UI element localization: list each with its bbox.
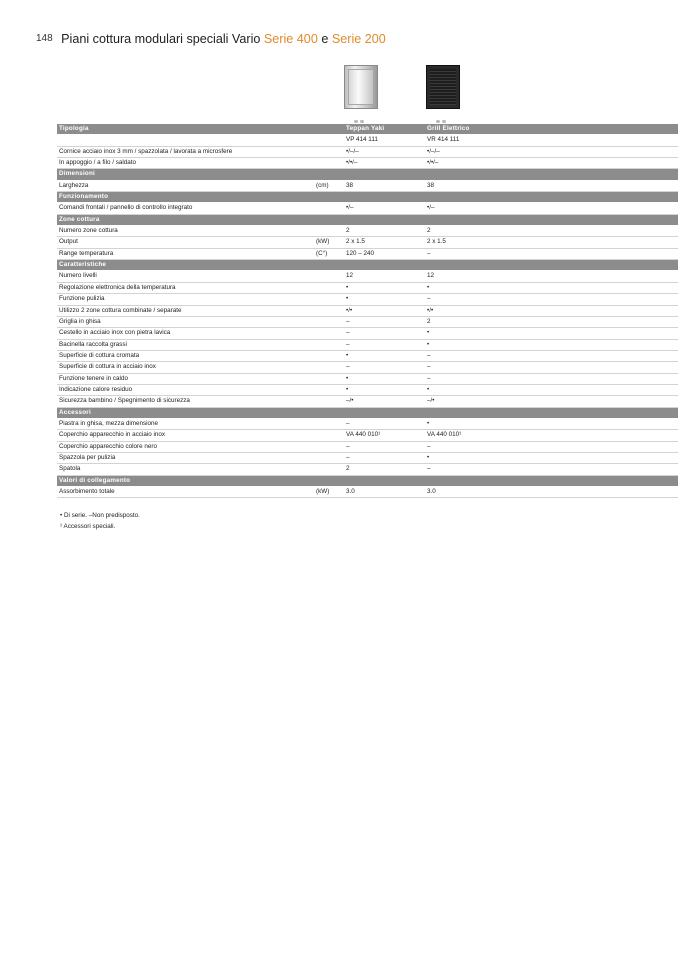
table-row [57,419,678,430]
row-unit: (C°) [316,249,328,257]
row-unit: (cm) [316,181,329,189]
value-grill: 2 [427,317,431,325]
value-grill: • [427,340,430,348]
table-row [57,396,678,407]
knob-icon [442,120,446,123]
model-row [57,135,678,146]
spec-table [57,124,678,498]
table-row [57,464,678,475]
row-label: Funzione tenere in caldo [59,374,128,382]
row-label: Sicurezza bambino / Spegnimento di sicurezza [59,397,190,405]
table-row [57,487,678,498]
table-row [57,385,678,396]
value-grill: –/• [427,397,435,405]
value-grill: Grill Elettrico [427,125,470,132]
page-number: 148 [36,33,53,44]
value-grill: – [427,249,431,257]
value-grill: 2 x 1.5 [427,238,446,246]
row-label: Output [59,238,78,246]
section-header-row [57,124,678,135]
notes [60,510,140,533]
value-grill: 3.0 [427,488,436,495]
value-grill: – [427,363,431,371]
value-grill: – [427,442,431,450]
value-teppan-yaki: – [346,329,350,337]
value-teppan-yaki: 12 [346,272,354,280]
table-row [57,181,678,192]
table-row [57,362,678,373]
row-label: Spazzola per pulizia [59,453,116,461]
value-teppan-yaki: – [346,317,350,325]
teppan-yaki-cooking-surface [348,69,374,105]
row-label: Numero livelli [59,272,97,280]
value-teppan-yaki: – [346,442,350,450]
value-teppan-yaki: 120 – 240 [346,249,375,257]
title-series-b: Serie 200 [331,32,386,46]
row-label: Coperchio apparecchio in acciaio inox [59,431,166,439]
row-label: Coperchio apparecchio colore nero [59,442,158,450]
grill-product-image [426,65,460,109]
row-label: Larghezza [59,181,89,189]
row-label: Funzionamento [59,193,109,201]
page-header [36,30,386,48]
row-label: Superficie di cottura cromata [59,351,140,359]
row-unit: (kW) [316,488,330,495]
table-row [57,442,678,453]
table-row [57,283,678,294]
table-row [57,317,678,328]
row-label: Cestello in acciaio inox con pietra lavica [59,329,171,337]
value-grill: • [427,283,430,291]
knob-icon [354,120,358,123]
row-unit: (kW) [316,238,330,246]
row-label: Accessori [59,408,91,416]
value-grill: 12 [427,272,435,280]
row-label: Griglia in ghisa [59,317,101,325]
value-grill: •/•/– [427,159,439,167]
footnote: ¹ Accessori speciali. [60,523,116,531]
value-teppan-yaki: – [346,340,350,348]
table-row [57,374,678,385]
value-teppan-yaki: VP 414 111 [346,136,378,144]
table-row [57,430,678,441]
row-label: Tipologia [59,125,89,132]
table-row [57,453,678,464]
value-grill: • [427,385,430,393]
value-teppan-yaki: – [346,363,350,371]
value-grill: – [427,465,431,473]
value-teppan-yaki: 38 [346,181,354,189]
row-label: Cornice acciaio inox 3 mm / spazzolata / lavorata a microsfere [59,147,233,155]
section-header-row [57,169,678,180]
table-row [57,306,678,317]
title-text: Piani cottura modulari speciali Vario [61,32,264,46]
teppan-yaki-product-image [344,65,378,109]
value-teppan-yaki: – [346,419,350,427]
value-teppan-yaki: • [346,374,349,382]
value-teppan-yaki: 2 x 1.5 [346,238,365,246]
value-grill: – [427,295,431,303]
page-title [61,32,386,46]
table-row [57,158,678,169]
table-row [57,203,678,214]
value-teppan-yaki: •/• [346,306,353,314]
section-header-row [57,192,678,203]
row-label: In appoggio / a filo / saldato [59,159,137,167]
value-grill: – [427,351,431,359]
row-label: Utilizzo 2 zone cottura combinate / separate [59,306,182,314]
row-label: Bacinella raccolta grassi [59,340,127,348]
legend-note: • Di serie. –Non predisposto. [60,512,140,519]
row-label: Numero zone cottura [59,227,118,235]
table-row [57,351,678,362]
value-teppan-yaki: 3.0 [346,488,355,495]
value-grill: 2 [427,227,431,235]
table-row [57,340,678,351]
row-label: Range temperatura [59,249,114,257]
table-row [57,226,678,237]
row-label: Assorbimento totale [59,488,115,495]
grill-knobs [436,110,450,114]
table-row [57,271,678,282]
value-teppan-yaki: • [346,295,349,303]
teppan-yaki-knobs [354,110,368,114]
value-grill: • [427,419,430,427]
value-grill: 38 [427,181,435,189]
row-label: Dimensioni [59,170,95,178]
value-teppan-yaki: – [346,453,350,461]
section-header-row [57,215,678,226]
value-teppan-yaki: 2 [346,227,350,235]
value-teppan-yaki: •/–/– [346,147,359,155]
row-label: Funzione pulizia [59,295,105,303]
value-teppan-yaki: • [346,385,349,393]
value-grill: •/• [427,306,434,314]
row-label: Regolazione elettronica della temperatura [59,283,176,291]
value-teppan-yaki: • [346,351,349,359]
value-teppan-yaki: • [346,283,349,291]
grill-cooking-grate [430,69,456,105]
row-label: Caratteristiche [59,261,107,269]
section-header-row [57,476,678,487]
title-conjunction: e [317,32,332,46]
value-teppan-yaki: •/– [346,204,354,212]
knob-icon [360,120,364,123]
row-label: Valori di collegamento [59,476,131,484]
row-label: Zone cottura [59,215,100,223]
row-label: Spatola [59,465,81,473]
table-row [57,237,678,248]
value-teppan-yaki: Teppan Yaki [346,125,385,132]
knob-icon [436,120,440,123]
title-series-a: Serie 400 [263,32,318,46]
row-label: Indicazione calore residuo [59,385,133,393]
value-grill: • [427,329,430,337]
value-teppan-yaki: 2 [346,465,350,473]
section-header-row [57,408,678,419]
value-teppan-yaki: •/•/– [346,159,358,167]
table-row [57,294,678,305]
table-row [57,249,678,260]
table-row [57,328,678,339]
section-header-row [57,260,678,271]
row-label: Comandi frontali / pannello di controllo integrato [59,204,193,212]
value-grill: VA 440 010¹ [427,431,462,439]
row-label: Superficie di cottura in acciaio inox [59,363,156,371]
value-grill: • [427,453,430,461]
value-grill: VR 414 111 [427,136,460,144]
value-grill: •/–/– [427,147,440,155]
value-teppan-yaki: VA 440 010¹ [346,431,381,439]
table-row [57,147,678,158]
value-grill: – [427,374,431,382]
row-label: Piastra in ghisa, mezza dimensione [59,419,159,427]
value-teppan-yaki: –/• [346,397,354,405]
value-grill: •/– [427,204,435,212]
